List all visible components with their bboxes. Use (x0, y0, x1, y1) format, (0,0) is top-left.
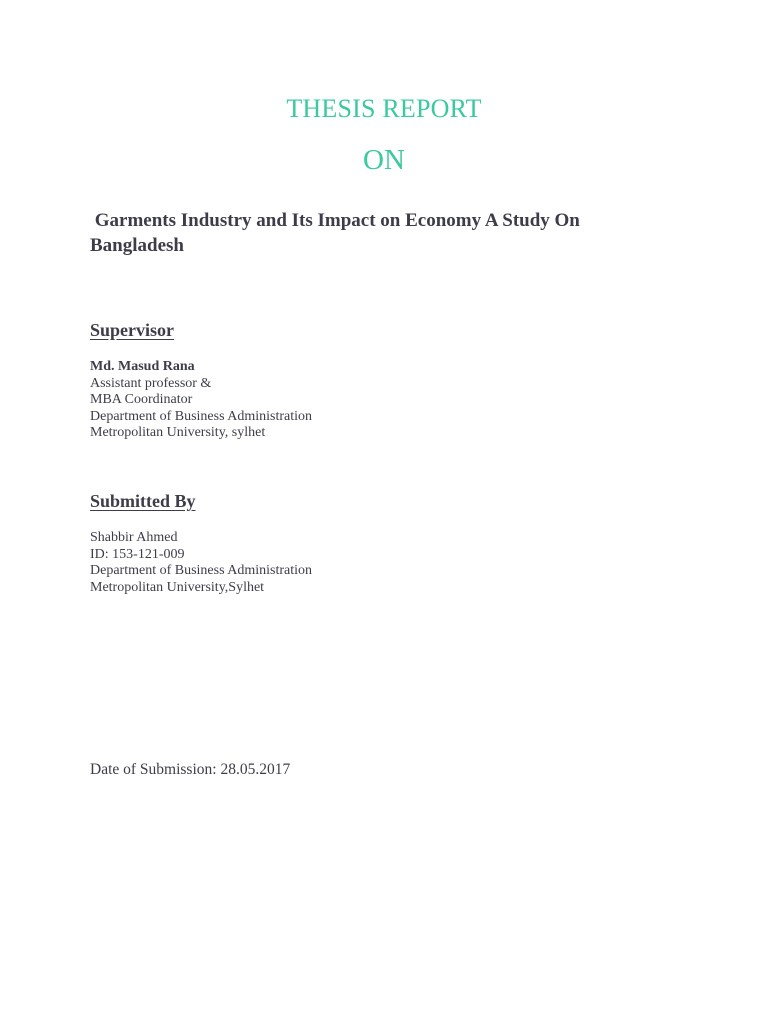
supervisor-heading: Supervisor (90, 320, 175, 340)
submitted-by-details (90, 530, 312, 596)
supervisor-role-2: MBA Coordinator (90, 392, 193, 407)
thesis-report-heading: THESIS REPORT (286, 94, 482, 123)
supervisor-department: Department of Business Administration (90, 408, 313, 424)
student-id: ID: 153-121-009 (90, 546, 185, 562)
student-department: Department of Business Administration (90, 563, 313, 578)
supervisor-name: Md. Masud Rana (90, 359, 195, 374)
student-name: Shabbir Ahmed (90, 530, 178, 545)
student-university: Metropolitan University,Sylhet (90, 579, 265, 595)
supervisor-role-1: Assistant professor & (90, 375, 212, 391)
submission-date: Date of Submission: 28.05.2017 (90, 761, 291, 778)
supervisor-university: Metropolitan University, sylhet (90, 425, 266, 440)
submitted-by-heading: Submitted By (90, 491, 196, 511)
thesis-title-line-2: Bangladesh (90, 235, 184, 256)
thesis-title (90, 208, 650, 258)
supervisor-details (90, 359, 312, 442)
on-heading: ON (363, 144, 405, 176)
thesis-title-line-1: Garments Industry and Its Impact on Economy A Study On (90, 210, 580, 231)
